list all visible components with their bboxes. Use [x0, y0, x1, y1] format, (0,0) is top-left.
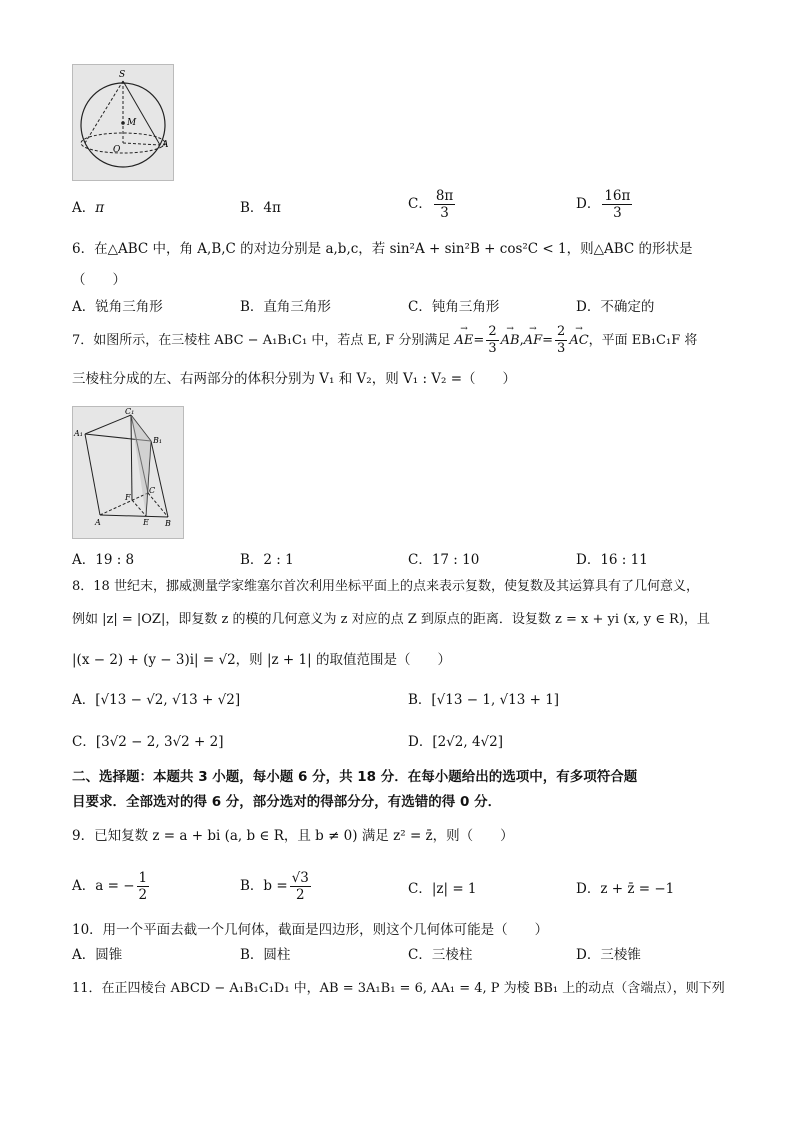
q7-question-line2: 三棱柱分成的左、右两部分的体积分别为 V₁ 和 V₂，则 V₁ : V₂ =（ ）	[72, 371, 517, 387]
q6-option-d: D．不确定的	[576, 299, 655, 315]
q8-option-a: A．[√13 − √2, √13 + √2]	[72, 692, 241, 708]
q10-option-d: D．三棱锥	[576, 947, 641, 963]
q10-option-a: A．圆锥	[72, 947, 123, 963]
label-a1: A₁	[74, 429, 83, 438]
label-c: C	[149, 486, 156, 495]
q11-question: 11．在正四棱台 ABCD − A₁B₁C₁D₁ 中，AB = 3A₁B₁ = 6, AA₁ = 4, P 为棱 BB₁ 上的动点（含端点），则下列	[72, 981, 725, 996]
q7-option-d: D．16 : 11	[576, 552, 648, 568]
prism-figure	[72, 406, 184, 539]
section-2-heading-line2: 目要求．全部选对的得 6 分，部分选对的得部分分，有选错的得 0 分．	[72, 794, 502, 810]
label-a: A	[95, 518, 101, 527]
q8-question-line1: 8．18 世纪末，挪威测量学家维塞尔首次利用坐标平面上的点来表示复数，使复数及其运算具有了几何意义，	[72, 579, 699, 594]
section-2-heading-line1: 二、选择题：本题共 3 小题，每小题 6 分，共 18 分．在每小题给出的选项中，有多项符合题	[72, 769, 638, 785]
q9-option-a: A．a = − $\frac{1}{2}$	[72, 870, 148, 903]
q8-question-line3: |(x − 2) + (y − 3)i| = √2，则 |z + 1| 的取值范围是（ ）	[72, 652, 451, 668]
label-b1: B₁	[153, 436, 163, 445]
label-e: E	[143, 518, 149, 527]
q8-option-b: B．[√13 − 1, √13 + 1]	[408, 692, 560, 708]
q5-option-b: B．4π	[240, 200, 281, 216]
q6-option-c: C．钝角三角形	[408, 299, 500, 315]
q9-option-d: D．z + z̄ = −1	[576, 881, 675, 897]
label-a: A	[162, 140, 169, 150]
label-f: F	[125, 493, 131, 502]
q9-option-b: B．b = $\frac{√3}{2}$	[240, 870, 309, 903]
q10-option-c: C．三棱柱	[408, 947, 473, 963]
q7-option-b: B．2 : 1	[240, 552, 294, 568]
q6-question: 6．在△ABC 中，角 A,B,C 的对边分别是 a,b,c，若 sin²A + sin²B + cos²C < 1，则△ABC 的形状是	[72, 241, 693, 257]
q6-option-b: B．直角三角形	[240, 299, 331, 315]
q7-option-c: C．17 : 10	[408, 552, 480, 568]
q7-question-line1: 7．如图所示，在三棱柱 ABC − A₁B₁C₁ 中，若点 E, F 分别满足 → AE= $\frac{2}{3}$ → AB,→ AF= $\frac{2}{3}$ → AC，平面 EB₁C₁F 将	[72, 324, 697, 357]
label-o: O	[113, 145, 121, 155]
label-s: S	[119, 70, 126, 80]
q5-option-a: A．π	[72, 200, 105, 216]
q6-option-a: A．锐角三角形	[72, 299, 163, 315]
q10-option-b: B．圆柱	[240, 947, 291, 963]
q5-option-d: D． $\frac{16\pi}{3}$	[576, 188, 631, 221]
q8-option-c: C．[3√2 − 2, 3√2 + 2]	[72, 734, 224, 750]
q9-option-c: C．|z| = 1	[408, 881, 477, 897]
sphere-cone-figure	[72, 64, 174, 181]
q9-question: 9．已知复数 z = a + bi (a, b ∈ R，且 b ≠ 0) 满足 z² = z̄，则（ ）	[72, 828, 514, 844]
q5-option-c: C． $\frac{8\pi}{3}$	[408, 188, 454, 221]
q8-question-line2: 例如 |z| = |OZ|，即复数 z 的模的几何意义为 z 对应的点 Z 到原点的距离．设复数 z = x + yi (x, y ∈ R)，且	[72, 612, 710, 627]
q10-question: 10．用一个平面去截一个几何体，截面是四边形，则这个几何体可能是（ ）	[72, 922, 549, 938]
q8-option-d: D．[2√2, 4√2]	[408, 734, 504, 750]
label-b: B	[165, 519, 171, 528]
label-m: M	[127, 118, 137, 128]
q6-paren: （ ）	[72, 272, 126, 288]
q7-option-a: A．19 : 8	[72, 552, 135, 568]
label-c1: C₁	[125, 407, 135, 416]
